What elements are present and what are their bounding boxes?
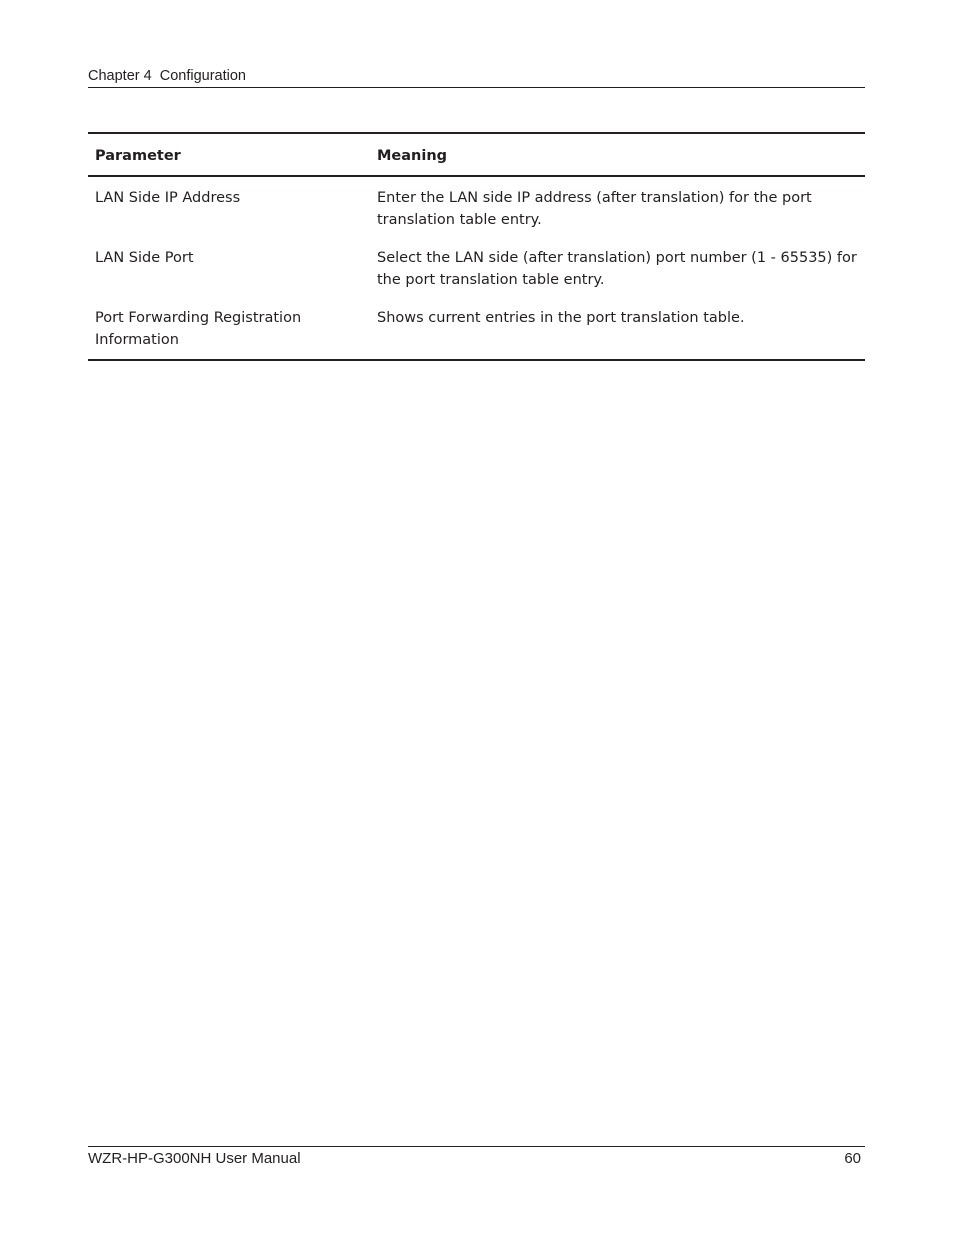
parameter-cell: Port Forwarding Registration Information [95,310,302,348]
table-row [88,237,865,297]
manual-title: WZR-HP-G300NH User Manual [88,1150,301,1167]
column-header-parameter: Parameter [88,133,370,176]
parameter-cell: LAN Side Port [95,250,194,266]
table-row [88,297,865,360]
meaning-cell: Select the LAN side (after translation) port number (1 - 65535) for the port translation table entry. [377,250,857,288]
table-header-row [88,133,865,176]
table-row [88,176,865,237]
page-number: 60 [844,1150,861,1167]
parameter-table [88,132,865,361]
page-footer [88,1146,865,1169]
meaning-cell: Enter the LAN side IP address (after translation) for the port translation table entry. [377,190,812,228]
parameter-cell: LAN Side IP Address [95,190,241,206]
page-header [88,67,865,88]
column-header-meaning: Meaning [370,133,865,176]
chapter-title: Chapter 4 Configuration [88,68,246,84]
meaning-cell: Shows current entries in the port translation table. [377,310,745,326]
